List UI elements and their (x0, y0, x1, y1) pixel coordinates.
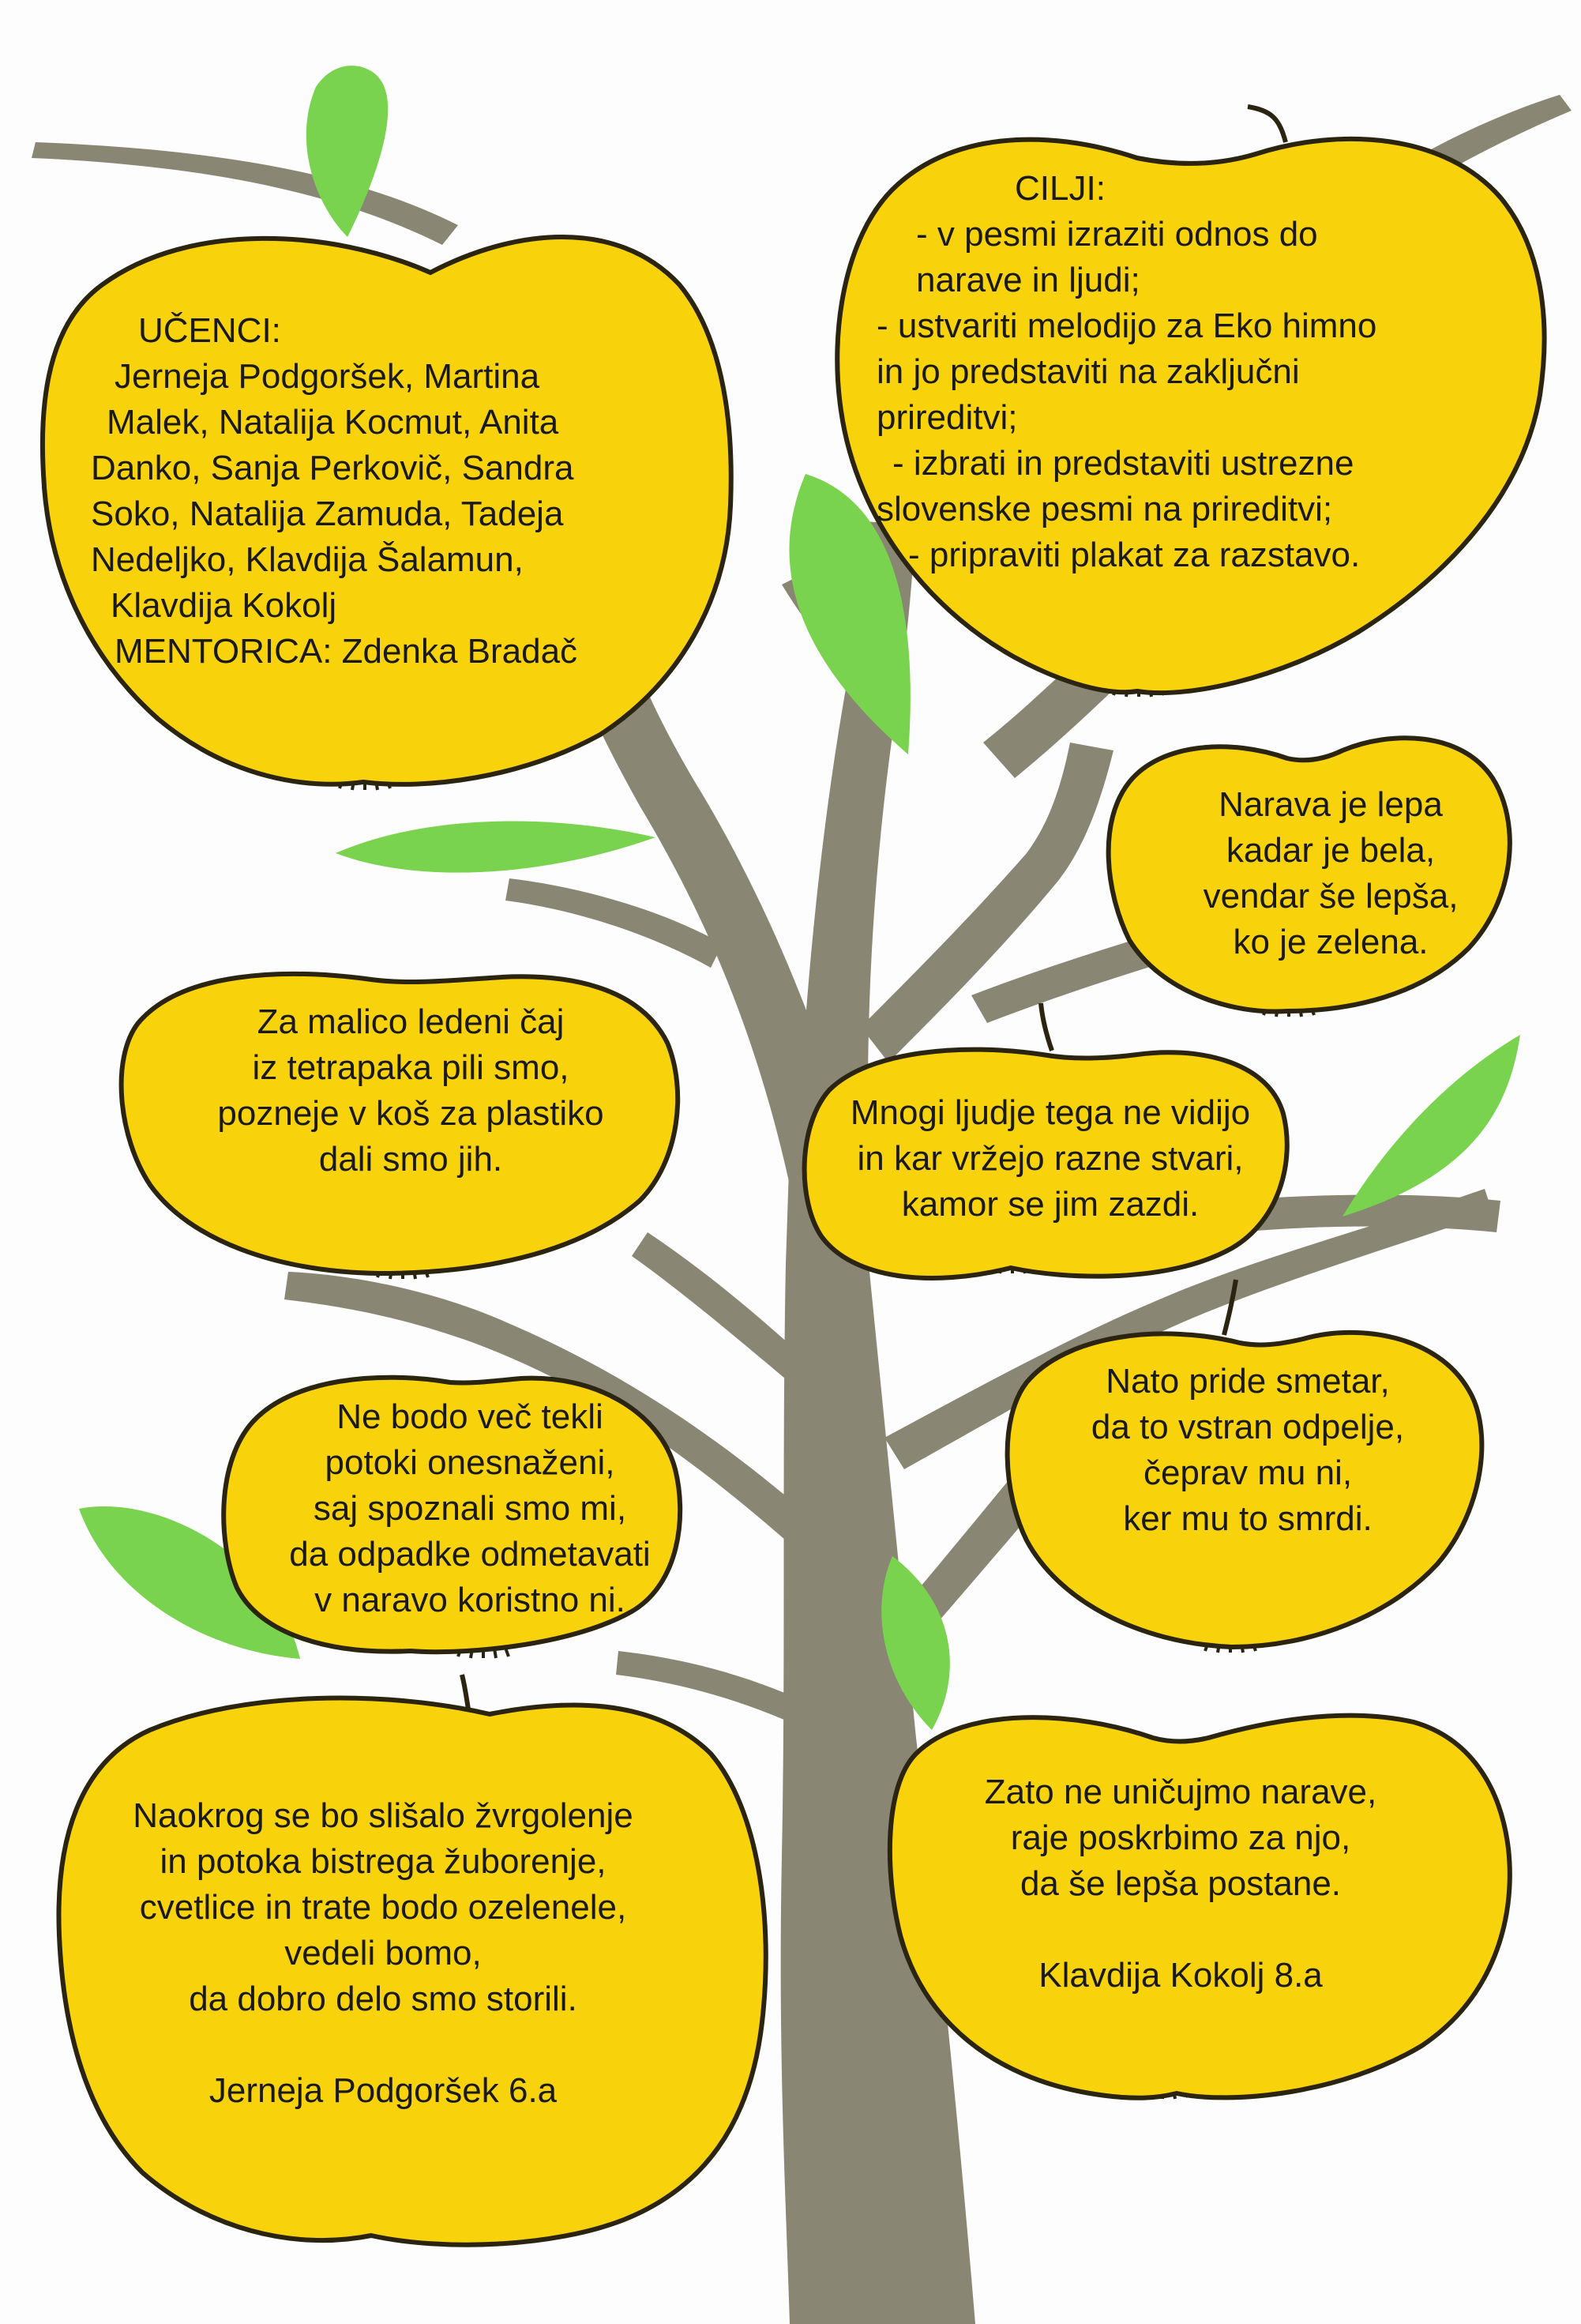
poem-line: Ne bodo več tekli (336, 1397, 603, 1436)
poem-author: Klavdija Kokolj 8.a (1038, 1956, 1323, 1995)
poem-line: dali smo jih. (318, 1140, 503, 1179)
goal-line: narave in ljudi; (916, 261, 1140, 299)
poem-line: kadar je bela, (1226, 831, 1436, 870)
poem-line: Narava je lepa (1219, 785, 1443, 824)
poem-zato (924, 1769, 1437, 1999)
poem-smetar (1042, 1359, 1453, 1542)
poem-line: da to vstran odpelje, (1091, 1408, 1405, 1446)
goal-line: - v pesmi izraziti odnos do (916, 215, 1318, 254)
poem-line: da odpadke odmetavati (289, 1535, 651, 1574)
student-line: Malek, Natalija Kocmut, Anita (107, 403, 559, 442)
goals-block (877, 166, 1376, 578)
poem-line: cvetlice in trate bodo ozelenele, (139, 1888, 627, 1927)
student-line: Danko, Sanja Perkovič, Sandra (91, 449, 574, 487)
leaf-center-mid (336, 822, 655, 873)
student-line: Jerneja Podgoršek, Martina (115, 357, 540, 396)
poem-line: saj spoznali smo mi, (313, 1489, 627, 1528)
poem-line: v naravo koristno ni. (314, 1581, 625, 1619)
poem-narava (1165, 782, 1497, 965)
goal-line: - pripraviti plakat za razstavo. (908, 536, 1361, 574)
students-block (91, 308, 577, 675)
poem-line: potoki onesnaženi, (325, 1443, 615, 1482)
goal-line: prireditvi; (877, 398, 1018, 437)
poem-naokrog (79, 1793, 687, 2114)
goal-line: slovenske pesmi na prireditvi; (877, 490, 1333, 528)
leaf-right (1343, 1035, 1520, 1217)
poem-potoki (261, 1394, 679, 1623)
goal-line: - izbrati in predstaviti ustrezne (892, 444, 1354, 483)
poem-line: vendar še lepša, (1203, 877, 1459, 916)
poem-line: iz tetrapaka pili smo, (252, 1048, 569, 1087)
poem-line: da dobro delo smo storili. (189, 1980, 577, 2018)
poem-line: Naokrog se bo slišalo žvrgolenje (133, 1796, 633, 1835)
poem-malica (182, 999, 640, 1183)
students-heading: UČENCI: (138, 311, 281, 350)
goals-heading: CILJI: (1015, 169, 1106, 208)
student-line: Nedeljko, Klavdija Šalamun, (91, 540, 524, 579)
poem-line: in potoka bistrega žuborenje, (160, 1842, 606, 1881)
poem-line: pozneje v koš za plastiko (217, 1094, 604, 1133)
poem-line: Nato pride smetar, (1106, 1362, 1390, 1401)
poem-line: kamor se jim zazdi. (901, 1185, 1200, 1224)
poem-line: raje poskrbimo za njo, (1010, 1818, 1351, 1857)
poem-line: vedeli bomo, (284, 1934, 482, 1972)
goal-line: - ustvariti melodijo za Eko himno (877, 306, 1377, 345)
goal-line: in jo predstaviti na zaključni (877, 352, 1300, 391)
poem-line: Za malico ledeni čaj (257, 1002, 565, 1041)
poem-line: ker mu to smrdi. (1123, 1499, 1373, 1538)
mentor-name: MENTORICA: Zdenka Bradač (115, 632, 578, 671)
poem-line: čeprav mu ni, (1143, 1453, 1353, 1492)
student-line: Soko, Natalija Zamuda, Tadeja (91, 495, 564, 533)
student-line: Klavdija Kokolj (111, 586, 337, 625)
poem-line: Zato ne uničujmo narave, (984, 1773, 1377, 1811)
poem-line: da še lepša postane. (1020, 1864, 1342, 1903)
poem-line: in kar vržejo razne stvari, (857, 1139, 1244, 1178)
poem-line: Mnogi ljudje tega ne vidijo (850, 1093, 1251, 1132)
poem-author: Jerneja Podgoršek 6.a (208, 2071, 558, 2110)
poem-line: ko je zelena. (1233, 923, 1429, 961)
poem-ljudje (821, 1090, 1279, 1228)
